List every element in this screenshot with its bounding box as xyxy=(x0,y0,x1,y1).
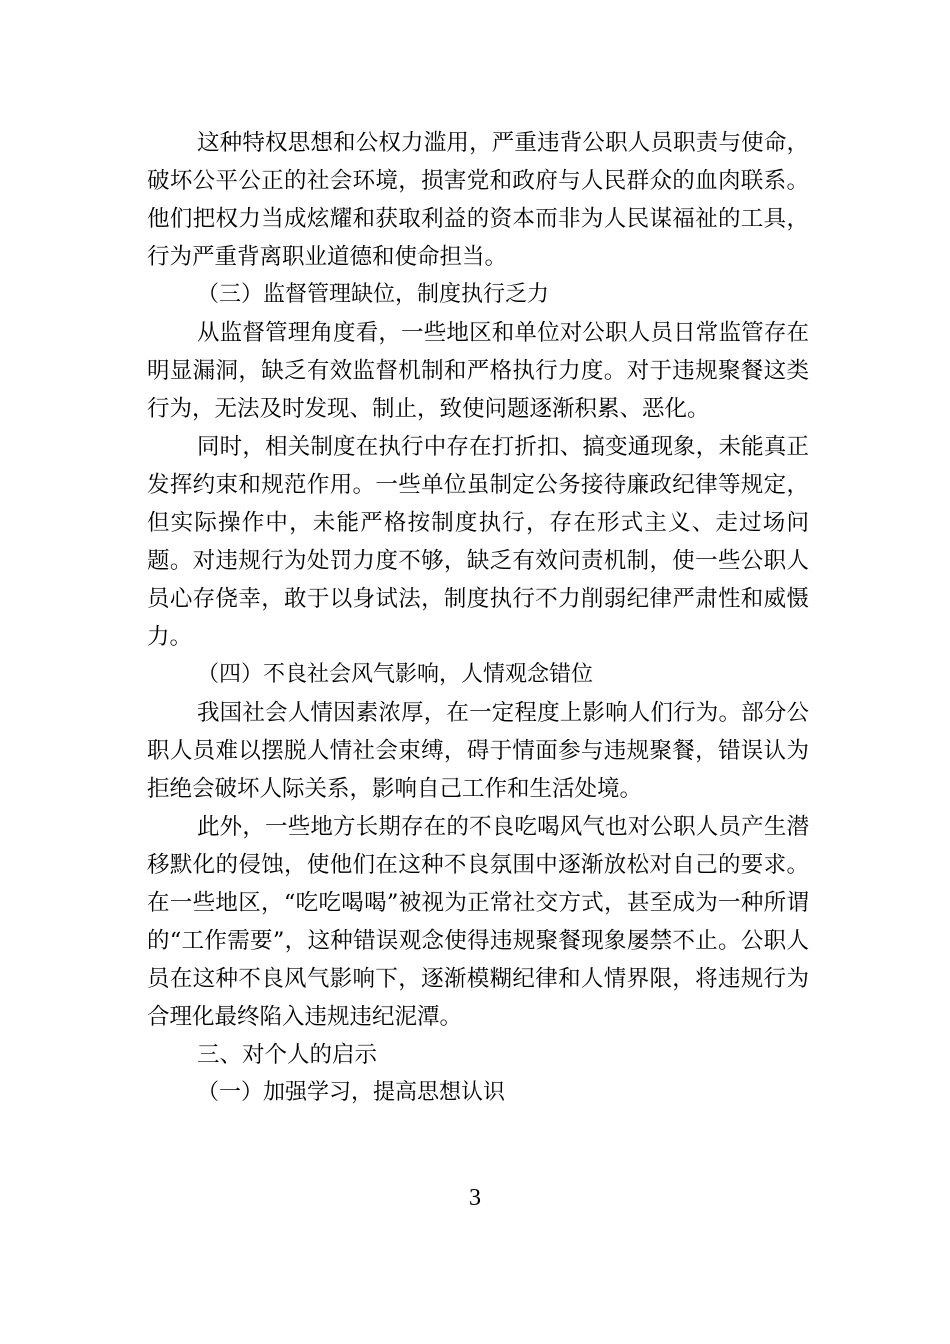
document-body xyxy=(147,124,809,1112)
page-number: 3 xyxy=(469,1185,481,1211)
body-paragraph: 我国社会人情因素浓厚，在一定程度上影响人们行为。部分公职人员难以摆脱人情社会束缚，碍于情面参与违规聚餐，错误认为拒绝会破坏人际关系，影响自己工作和生活处境。 xyxy=(147,700,809,802)
body-paragraph: 从监督管理角度看，一些地区和单位对公职人员日常监管存在明显漏洞，缺乏有效监督机制和严格执行力度。对于违规聚餐这类行为，无法及时发现、制止，致使问题逐渐积累、恶化。 xyxy=(147,320,809,422)
sub-heading: （三）监督管理缺位，制度执行乏力 xyxy=(197,282,550,307)
sub-heading: （四）不良社会风气影响，人情观念错位 xyxy=(197,662,594,687)
sub-heading: （一）加强学习，提高思想认识 xyxy=(197,1080,506,1105)
body-paragraph: 这种特权思想和公权力滥用，严重违背公职人员职责与使命，破坏公平公正的社会环境，损害党和政府与人民群众的血肉联系。他们把权力当成炫耀和获取利益的资本而非为人民谋福祉的工具，行为严重背离职业道德和使命担当。 xyxy=(147,130,809,270)
body-paragraph: 同时，相关制度在执行中存在打折扣、搞变通现象，未能真正发挥约束和规范作用。一些单位虽制定公务接待廉政纪律等规定，但实际操作中，未能严格按制度执行，存在形式主义、走过场问题。对违规行为处罚力度不够，缺乏有效问责机制，使一些公职人员心存侥幸，敢于以身试法，制度执行不力削弱纪律严肃性和威慑力。 xyxy=(147,434,809,650)
section-heading: 三、对个人的启示 xyxy=(197,1042,378,1068)
body-paragraph: 此外，一些地方长期存在的不良吃喝风气也对公职人员产生潜移默化的侵蚀，使他们在这种不良氛围中逐渐放松对自己的要求。在一些地区，“吃吃喝喝”被视为正常社交方式，甚至成为一种所谓的“工作需要”，这种错误观念使得违规聚餐现象屡禁不止。公职人员在这种不良风气影响下，逐渐模糊纪律和人情界限，将违规行为合理化最终陷入违规违纪泥潭。 xyxy=(147,814,809,1030)
